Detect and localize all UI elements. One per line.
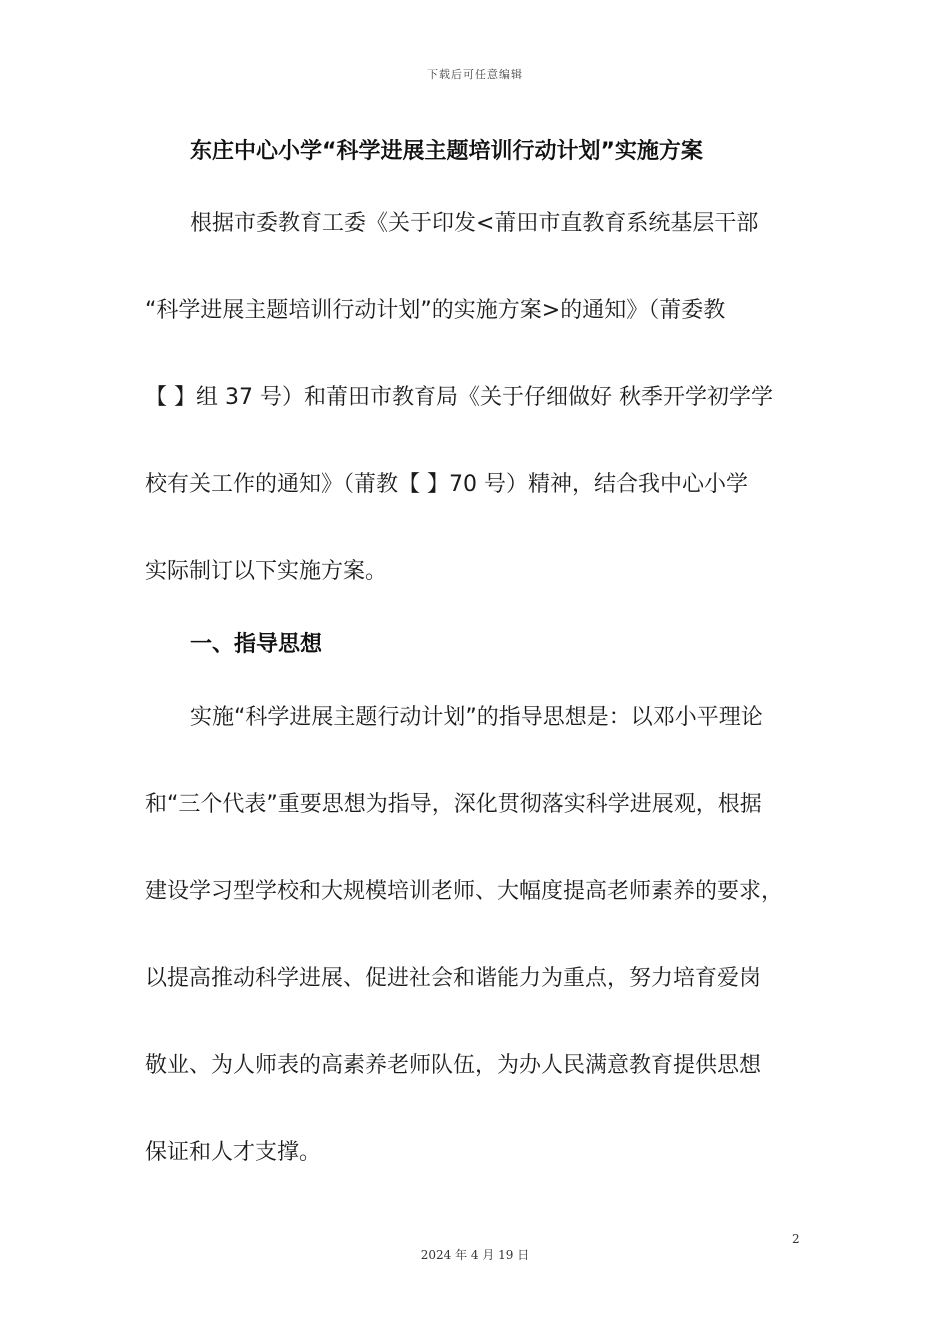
- intro-line-5: 实际制订以下实施方案。: [145, 559, 388, 584]
- intro-line-3: 【 】组 37 号）和莆田市教育局《关于仔细做好 秋季开学初学学: [145, 385, 773, 410]
- intro-line-1: 根据市委教育工委《关于印发<莆田市直教育系统基层干部: [190, 211, 759, 236]
- section1-line-6: 保证和人才支撑。: [145, 1140, 322, 1165]
- document-title: 东庄中心小学“科学进展主题培训行动计划”实施方案: [190, 139, 703, 164]
- section-heading-guiding-ideology: 一、指导思想: [190, 632, 323, 657]
- intro-line-4: 校有关工作的通知》（莆教【 】70 号）精神，结合我中心小学: [145, 472, 748, 497]
- page-footer-date: 2024 年 4 月 19 日: [420, 1248, 530, 1262]
- page-header: 下载后可任意编辑: [427, 68, 523, 81]
- section1-line-2: 和“三个代表”重要思想为指导，深化贯彻落实科学进展观，根据: [145, 792, 762, 817]
- page-number: 2: [792, 1232, 800, 1246]
- section1-line-3: 建设学习型学校和大规模培训老师、大幅度提高老师素养的要求，: [145, 879, 784, 904]
- section1-line-4: 以提高推动科学进展、促进社会和谐能力为重点，努力培育爱岗: [145, 966, 762, 991]
- section1-line-1: 实施“科学进展主题行动计划”的指导思想是：以邓小平理论: [190, 705, 763, 730]
- intro-line-2: “科学进展主题培训行动计划”的实施方案>的通知》（莆委教: [145, 298, 726, 323]
- section1-line-5: 敬业、为人师表的高素养老师队伍，为办人民满意教育提供思想: [145, 1053, 762, 1078]
